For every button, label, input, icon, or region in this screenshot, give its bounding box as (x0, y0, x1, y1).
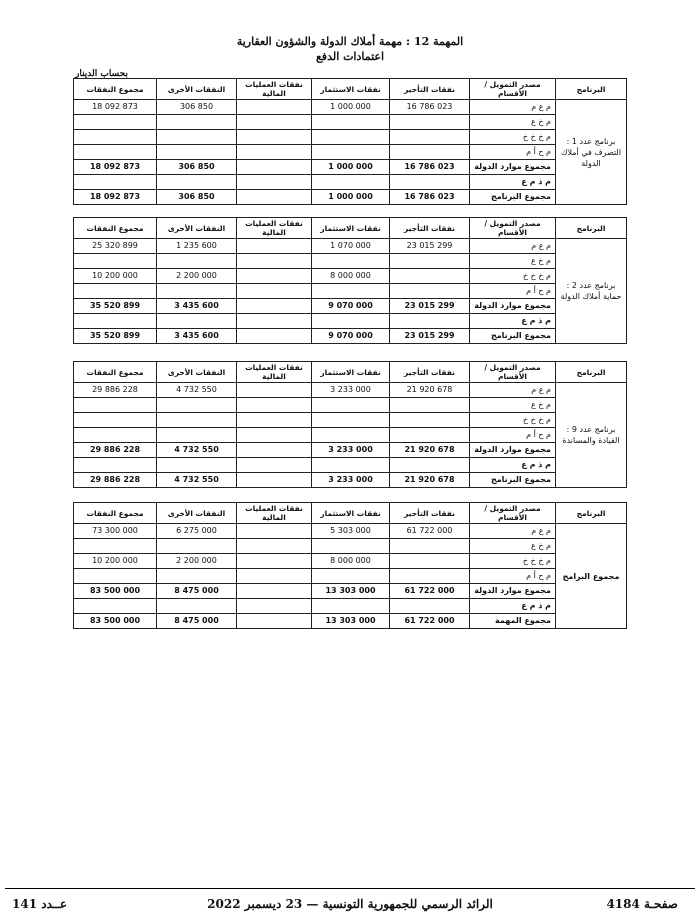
column-header: نفقات الاستثمار (312, 79, 390, 100)
value-cell: 21 920 678 (390, 383, 470, 398)
value-cell: 306 850 (157, 160, 237, 175)
column-header: نفقات الاستثمار (312, 218, 390, 239)
column-header: النفقات الأخرى (157, 362, 237, 383)
table-header-row (74, 218, 627, 239)
column-header: نفقات التأجير (390, 362, 470, 383)
value-cell (157, 428, 237, 443)
value-cell (74, 428, 157, 443)
column-header: مجموع النفقات (74, 503, 157, 524)
value-cell: 9 070 000 (312, 299, 390, 314)
value-cell (74, 398, 157, 413)
table-row (74, 175, 627, 190)
value-cell: 1 000 000 (312, 160, 390, 175)
value-cell: 16 786 023 (390, 190, 470, 205)
value-cell (237, 569, 312, 584)
value-cell (312, 413, 390, 428)
column-header: مصدر التمويل / الأقسام (470, 218, 556, 239)
value-cell: 1 070 000 (312, 239, 390, 254)
program-cell: برنامج عدد 1 : التصرف في أملاك الدولة (556, 100, 627, 205)
budget-table (73, 361, 627, 488)
value-cell (237, 145, 312, 160)
table-header-row (74, 503, 627, 524)
value-cell: 4 732 550 (157, 443, 237, 458)
value-cell: 35 520 899 (74, 329, 157, 344)
source-cell: م خ خ خ (470, 413, 556, 428)
table-row (74, 413, 627, 428)
value-cell: 29 886 228 (74, 383, 157, 398)
value-cell (390, 130, 470, 145)
title-line-2: اعتمادات الدفع (315, 50, 385, 63)
value-cell (157, 458, 237, 473)
value-cell: 13 303 000 (312, 614, 390, 629)
column-header: مجموع النفقات (74, 218, 157, 239)
value-cell: 2 200 000 (157, 554, 237, 569)
table-row (74, 383, 627, 398)
column-header: النفقات الأخرى (157, 503, 237, 524)
table-row (74, 254, 627, 269)
value-cell: 4 732 550 (157, 383, 237, 398)
column-header: النفقات الأخرى (157, 79, 237, 100)
value-cell: 23 015 299 (390, 299, 470, 314)
column-header: مصدر التمويل / الأقسام (470, 362, 556, 383)
budget-table (73, 502, 627, 629)
value-cell (237, 428, 312, 443)
value-cell (312, 569, 390, 584)
source-cell: م خ ع (470, 539, 556, 554)
footer-journal-title: الرائد الرسمي للجمهورية التونسية — 23 ديسمبر 2022 (207, 897, 493, 911)
source-cell: م خ خ خ (470, 130, 556, 145)
value-cell (157, 569, 237, 584)
value-cell (390, 413, 470, 428)
value-cell (312, 398, 390, 413)
source-cell: مجموع البرنامج (470, 473, 556, 488)
value-cell: 29 886 228 (74, 473, 157, 488)
source-cell: مجموع موارد الدولة (470, 443, 556, 458)
value-cell (390, 175, 470, 190)
value-cell: 5 303 000 (312, 524, 390, 539)
value-cell: 6 275 000 (157, 524, 237, 539)
value-cell: 61 722 000 (390, 614, 470, 629)
column-header: البرنامج (556, 79, 627, 100)
value-cell (237, 539, 312, 554)
value-cell: 2 200 000 (157, 269, 237, 284)
value-cell (237, 413, 312, 428)
value-cell (312, 428, 390, 443)
value-cell (390, 284, 470, 299)
value-cell (157, 398, 237, 413)
value-cell (237, 383, 312, 398)
value-cell: 61 722 000 (390, 524, 470, 539)
value-cell: 1 000 000 (312, 100, 390, 115)
value-cell: 16 786 023 (390, 160, 470, 175)
footer-page-number: صفحـة 4184 (606, 897, 678, 911)
source-cell: م ذ م ع (470, 599, 556, 614)
table-row (74, 100, 627, 115)
table-row (74, 239, 627, 254)
source-cell: م ح أ م (470, 569, 556, 584)
value-cell (237, 614, 312, 629)
value-cell (237, 398, 312, 413)
value-cell: 306 850 (157, 190, 237, 205)
value-cell: 21 920 678 (390, 473, 470, 488)
value-cell: 83 500 000 (74, 584, 157, 599)
footer-issue-number: عــدد 141 (12, 897, 68, 911)
table-row (74, 443, 627, 458)
value-cell: 306 850 (157, 100, 237, 115)
table-row (74, 539, 627, 554)
value-cell: 1 235 600 (157, 239, 237, 254)
table-row (74, 473, 627, 488)
value-cell (237, 524, 312, 539)
value-cell (237, 443, 312, 458)
value-cell (312, 284, 390, 299)
value-cell (74, 145, 157, 160)
value-cell (74, 284, 157, 299)
column-header: نفقات العمليات المالية (237, 218, 312, 239)
value-cell (74, 130, 157, 145)
table-header-row (74, 362, 627, 383)
column-header: نفقات التأجير (390, 218, 470, 239)
program-cell: مجموع البرامج (556, 524, 627, 629)
column-header: البرنامج (556, 362, 627, 383)
source-cell: م خ خ خ (470, 269, 556, 284)
table-row (74, 599, 627, 614)
table-row (74, 458, 627, 473)
table-header-row (74, 79, 627, 100)
value-cell: 29 886 228 (74, 443, 157, 458)
source-cell: م ذ م ع (470, 175, 556, 190)
table-row (74, 145, 627, 160)
value-cell (237, 254, 312, 269)
value-cell: 35 520 899 (74, 299, 157, 314)
footer-divider (5, 888, 695, 889)
source-cell: م ح أ م (470, 284, 556, 299)
value-cell: 3 233 000 (312, 383, 390, 398)
value-cell: 18 092 873 (74, 160, 157, 175)
source-cell: م ع م (470, 383, 556, 398)
source-cell: م خ خ خ (470, 554, 556, 569)
value-cell: 4 732 550 (157, 473, 237, 488)
value-cell (312, 539, 390, 554)
value-cell (390, 254, 470, 269)
value-cell (237, 100, 312, 115)
value-cell (312, 130, 390, 145)
value-cell (237, 130, 312, 145)
value-cell (74, 314, 157, 329)
value-cell (237, 299, 312, 314)
value-cell (157, 539, 237, 554)
source-cell: م خ ع (470, 115, 556, 130)
value-cell (237, 584, 312, 599)
column-header: نفقات العمليات المالية (237, 79, 312, 100)
value-cell: 83 500 000 (74, 614, 157, 629)
value-cell: 3 435 600 (157, 329, 237, 344)
table-row (74, 130, 627, 145)
source-cell: مجموع موارد الدولة (470, 299, 556, 314)
source-cell: مجموع موارد الدولة (470, 160, 556, 175)
value-cell (74, 599, 157, 614)
source-cell: م خ ع (470, 254, 556, 269)
table-row (74, 115, 627, 130)
value-cell (237, 160, 312, 175)
source-cell: مجموع موارد الدولة (470, 584, 556, 599)
source-cell: م ع م (470, 239, 556, 254)
value-cell (312, 458, 390, 473)
value-cell (237, 458, 312, 473)
value-cell (390, 314, 470, 329)
column-header: مصدر التمويل / الأقسام (470, 503, 556, 524)
table-row (74, 428, 627, 443)
value-cell (390, 398, 470, 413)
value-cell (390, 569, 470, 584)
value-cell (312, 254, 390, 269)
table-row (74, 524, 627, 539)
value-cell (157, 130, 237, 145)
value-cell: 3 233 000 (312, 443, 390, 458)
value-cell: 8 000 000 (312, 554, 390, 569)
value-cell (312, 314, 390, 329)
value-cell (74, 115, 157, 130)
source-cell: مجموع البرنامج (470, 190, 556, 205)
value-cell: 18 092 873 (74, 190, 157, 205)
source-cell: مجموع المهمة (470, 614, 556, 629)
value-cell (157, 599, 237, 614)
column-header: نفقات الاستثمار (312, 362, 390, 383)
value-cell (237, 599, 312, 614)
value-cell: 8 475 000 (157, 584, 237, 599)
value-cell (74, 539, 157, 554)
source-cell: م ح أ م (470, 145, 556, 160)
value-cell (237, 329, 312, 344)
value-cell (74, 458, 157, 473)
table-row (74, 329, 627, 344)
value-cell: 18 092 873 (74, 100, 157, 115)
page-title (0, 34, 700, 64)
source-cell: م ع م (470, 524, 556, 539)
value-cell (390, 599, 470, 614)
table-row (74, 398, 627, 413)
value-cell: 73 300 000 (74, 524, 157, 539)
value-cell (237, 115, 312, 130)
column-header: نفقات العمليات المالية (237, 362, 312, 383)
value-cell (390, 428, 470, 443)
table-row (74, 160, 627, 175)
column-header: البرنامج (556, 503, 627, 524)
value-cell: 23 015 299 (390, 239, 470, 254)
value-cell (390, 115, 470, 130)
column-header: مصدر التمويل / الأقسام (470, 79, 556, 100)
value-cell (157, 115, 237, 130)
column-header: البرنامج (556, 218, 627, 239)
value-cell (237, 190, 312, 205)
value-cell (237, 269, 312, 284)
column-header: نفقات التأجير (390, 503, 470, 524)
value-cell: 25 320 899 (74, 239, 157, 254)
title-line-1: المهمة 12 : مهمة أملاك الدولة والشؤون العقارية (236, 35, 464, 48)
column-header: مجموع النفقات (74, 362, 157, 383)
value-cell: 16 786 023 (390, 100, 470, 115)
table-row (74, 614, 627, 629)
value-cell: 21 920 678 (390, 443, 470, 458)
value-cell (312, 145, 390, 160)
value-cell: 13 303 000 (312, 584, 390, 599)
source-cell: م ذ م ع (470, 314, 556, 329)
value-cell: 8 000 000 (312, 269, 390, 284)
source-cell: م خ ع (470, 398, 556, 413)
value-cell (157, 254, 237, 269)
value-cell (312, 175, 390, 190)
value-cell (237, 239, 312, 254)
value-cell (157, 145, 237, 160)
value-cell: 10 200 000 (74, 269, 157, 284)
value-cell: 1 000 000 (312, 190, 390, 205)
budget-table (73, 217, 627, 344)
value-cell: 10 200 000 (74, 554, 157, 569)
value-cell (74, 175, 157, 190)
table-row (74, 584, 627, 599)
value-cell (390, 458, 470, 473)
table-row (74, 569, 627, 584)
source-cell: م ع م (470, 100, 556, 115)
table-row (74, 190, 627, 205)
value-cell (237, 554, 312, 569)
value-cell: 9 070 000 (312, 329, 390, 344)
value-cell (390, 539, 470, 554)
budget-table (73, 78, 627, 205)
value-cell (237, 314, 312, 329)
value-cell (74, 254, 157, 269)
table-row (74, 269, 627, 284)
table-row (74, 314, 627, 329)
value-cell: 3 435 600 (157, 299, 237, 314)
column-header: نفقات التأجير (390, 79, 470, 100)
value-cell (74, 569, 157, 584)
value-cell (157, 413, 237, 428)
value-cell (74, 413, 157, 428)
column-header: مجموع النفقات (74, 79, 157, 100)
value-cell (157, 175, 237, 190)
value-cell (237, 175, 312, 190)
value-cell (390, 145, 470, 160)
value-cell (390, 269, 470, 284)
source-cell: م ح أ م (470, 428, 556, 443)
table-row (74, 284, 627, 299)
value-cell: 61 722 000 (390, 584, 470, 599)
unit-label: بحساب الدينار (75, 69, 128, 79)
value-cell: 3 233 000 (312, 473, 390, 488)
column-header: نفقات الاستثمار (312, 503, 390, 524)
program-cell: برنامج عدد 2 : حماية أملاك الدولة (556, 239, 627, 344)
value-cell (237, 473, 312, 488)
value-cell (312, 115, 390, 130)
value-cell (157, 284, 237, 299)
source-cell: م ذ م ع (470, 458, 556, 473)
value-cell (237, 284, 312, 299)
value-cell (390, 554, 470, 569)
source-cell: مجموع البرنامج (470, 329, 556, 344)
value-cell: 23 015 299 (390, 329, 470, 344)
value-cell (157, 314, 237, 329)
value-cell (312, 599, 390, 614)
table-row (74, 299, 627, 314)
value-cell: 8 475 000 (157, 614, 237, 629)
column-header: نفقات العمليات المالية (237, 503, 312, 524)
table-row (74, 554, 627, 569)
program-cell: برنامج عدد 9 : القيادة والمساندة (556, 383, 627, 488)
column-header: النفقات الأخرى (157, 218, 237, 239)
